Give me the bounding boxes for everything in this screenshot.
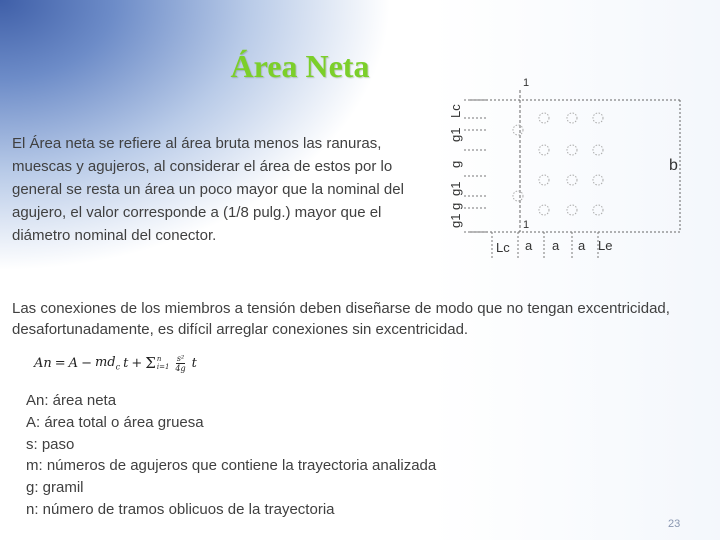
pitch-label: a bbox=[525, 238, 533, 253]
fraction-denominator: 4g bbox=[175, 363, 186, 373]
hole bbox=[593, 175, 603, 185]
gauge-label: g1 bbox=[448, 127, 463, 142]
gauge-label: g1 bbox=[448, 181, 463, 196]
hole bbox=[567, 175, 577, 185]
formula-lhs: An bbox=[34, 355, 52, 371]
net-area-formula bbox=[34, 346, 197, 380]
width-label: b bbox=[669, 157, 678, 174]
formula-t2: t bbox=[191, 355, 197, 371]
section-label-top: 1 bbox=[523, 77, 530, 89]
gauge-label: g bbox=[448, 202, 463, 210]
hole bbox=[567, 205, 577, 215]
hole bbox=[593, 145, 603, 155]
sum-lower: i=1 bbox=[156, 363, 170, 371]
sigma-symbol: Σ bbox=[145, 354, 156, 372]
formula-md bbox=[95, 355, 120, 372]
definitions-list bbox=[26, 390, 436, 521]
pitch-label: a bbox=[578, 238, 586, 253]
plate-outline bbox=[470, 100, 680, 232]
pitch-label: Le bbox=[598, 238, 613, 253]
hole bbox=[567, 145, 577, 155]
hole bbox=[593, 113, 603, 123]
gauge-label: g1 bbox=[448, 213, 463, 228]
formula-equals: = bbox=[54, 355, 66, 371]
pitch-label: Lc bbox=[496, 240, 510, 255]
intro-paragraph: El Área neta se refiere al área bruta menos las ranuras, muescas y agujeros, al considerar el área de estos por lo general se resta un área un poco mayor que la nominal del agujero, el valor corresponde a (1/8 pulg.) mayor que el diámetro nominal del conector. bbox=[12, 135, 404, 244]
sum-upper: n bbox=[156, 355, 162, 363]
pitch-label: a bbox=[552, 238, 560, 253]
definition-item: g: gramil bbox=[26, 479, 84, 497]
bolt-holes bbox=[513, 113, 603, 215]
formula-minus: − bbox=[81, 355, 92, 371]
hole bbox=[539, 113, 549, 123]
formula-fraction bbox=[175, 354, 185, 373]
slide-title: Área Neta bbox=[230, 48, 370, 84]
eccentricity-paragraph: Las conexiones de los miembros a tensión deben diseñarse de modo que no tengan excentricidad, desafortunadamente, es difícil arreglar conexiones sin excentricidad. bbox=[12, 300, 670, 338]
gauge-label: Lc bbox=[448, 104, 463, 118]
section-label-bottom: 1 bbox=[523, 219, 530, 231]
formula-md-text: md bbox=[94, 354, 116, 370]
formula-t1: t bbox=[123, 355, 129, 371]
formula-sum bbox=[145, 354, 169, 372]
sum-limits bbox=[157, 355, 170, 371]
hole bbox=[539, 175, 549, 185]
page-number: 23 bbox=[668, 518, 681, 530]
definition-item: n: número de tramos oblicuos de la trayectoria bbox=[26, 500, 335, 518]
gauge-ticks bbox=[464, 100, 488, 232]
formula-md-sub: c bbox=[115, 362, 121, 372]
hole bbox=[513, 191, 523, 201]
gauge-label: g bbox=[448, 160, 463, 168]
definition-item: An: área neta bbox=[26, 392, 117, 409]
hole bbox=[593, 205, 603, 215]
definition-item: m: números de agujeros que contiene la trayectoria analizada bbox=[26, 457, 437, 475]
hole bbox=[539, 145, 549, 155]
fraction-numerator: s² bbox=[176, 353, 185, 363]
definition-item: s: paso bbox=[26, 435, 75, 453]
hole bbox=[513, 125, 523, 135]
hole bbox=[567, 113, 577, 123]
formula-a: A bbox=[68, 355, 79, 371]
hole bbox=[539, 205, 549, 215]
formula-plus: + bbox=[131, 355, 143, 371]
bolt-hole-diagram bbox=[440, 72, 690, 262]
definition-item: A: área total o área gruesa bbox=[26, 413, 204, 431]
